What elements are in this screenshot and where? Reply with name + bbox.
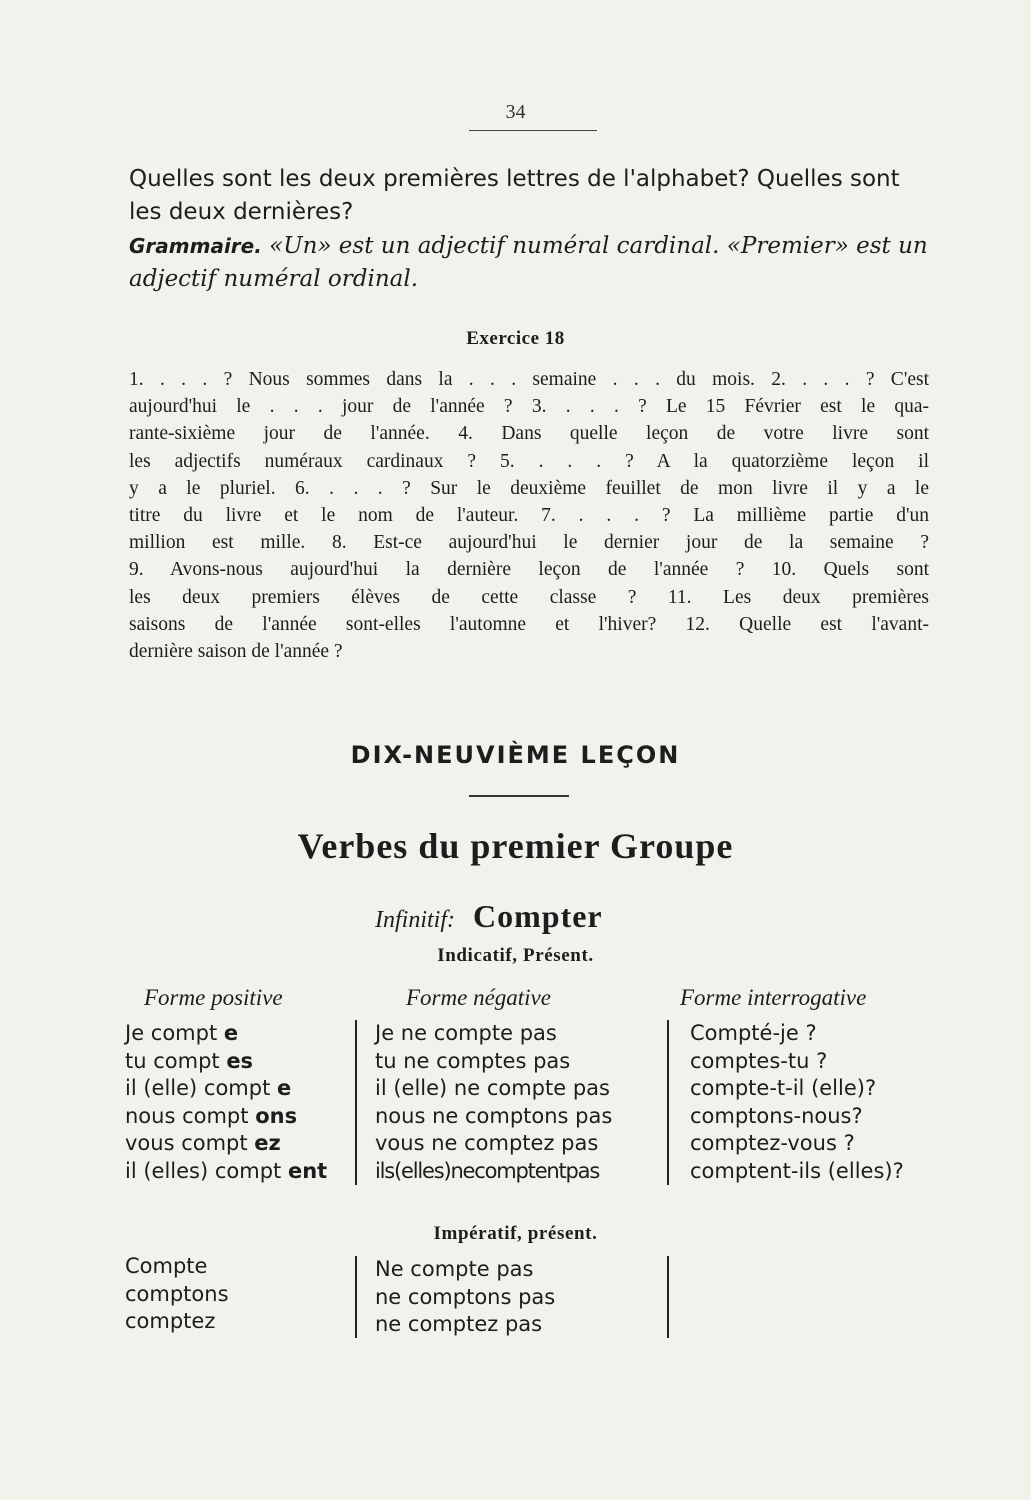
column-divider — [667, 1256, 669, 1338]
conjugation-row: comptes-tu ? — [690, 1048, 828, 1073]
exercise-line: saisons de l'année sont-elles l'automne et l'hiver? 12. Quelle est l'avant- — [129, 613, 929, 635]
lesson-title: DIX-NEUVIÈME LEÇON — [350, 741, 681, 769]
infinitive-line — [375, 898, 603, 935]
column-divider — [355, 1256, 357, 1338]
exercise-line: 1. . . . ? Nous sommes dans la . . . semaine . . . du mois. 2. . . . ? C'est — [129, 369, 929, 390]
header-interrogative: Forme interrogative — [680, 985, 867, 1010]
conjugation-row: Compté-je ? — [690, 1021, 817, 1045]
indicatif-title: Indicatif, Présent. — [437, 945, 594, 966]
grammar-text: «Un» est un adjectif numéral cardinal. «Premier» est un adjectif numéral ordinal. — [129, 233, 928, 292]
conjugation-row: tu ne comptes pas — [375, 1048, 571, 1073]
conjugation-row: Ne compte pas — [375, 1257, 534, 1281]
conjugation-row: Compte — [125, 1254, 208, 1278]
conjugation-row: il (elle) compt e — [125, 1076, 292, 1100]
infinitive-label: Infinitif: — [375, 907, 455, 933]
conjugation-row: ne comptons pas — [375, 1284, 556, 1309]
exercise-line: y a le pluriel. 6. . . . ? Sur le deuxième feuillet de mon livre il y a le — [129, 477, 929, 499]
conjugation-row: Je ne compte pas — [375, 1021, 557, 1045]
conjugation-row: Je compt e — [125, 1021, 239, 1045]
exercise-line: million est mille. 8. Est-ce aujourd'hui le dernier jour de la semaine ? — [129, 532, 929, 554]
conjugation-row: nous compt ons — [125, 1103, 298, 1128]
conjugation-row: tu compt es — [125, 1048, 254, 1073]
conjugation-row: ils(elles)necomptentpas — [375, 1158, 600, 1183]
conjugation-row: il (elle) ne compte pas — [375, 1076, 610, 1100]
page-number: 34 — [505, 101, 526, 123]
exercise-line: les deux premiers élèves de cette classe ? 11. Les deux premières — [129, 586, 929, 608]
exercise-title: Exercice 18 — [466, 328, 565, 349]
indicatif-negative-column — [375, 1020, 612, 1185]
conjugation-row: vous compt ez — [125, 1131, 281, 1155]
conjugation-row: comptez-vous ? — [690, 1131, 855, 1155]
exercise-line: rante-sixième jour de l'année. 4. Dans quelle leçon de votre livre sont — [129, 423, 929, 445]
exercise-line: 9. Avons-nous aujourd'hui la dernière leçon de l'année ? 10. Quels sont — [129, 559, 929, 581]
grammar-label: Grammaire. — [129, 234, 262, 258]
column-divider — [355, 1020, 357, 1185]
indicatif-positive-column — [125, 1020, 327, 1185]
conjugation-row: ne comptez pas — [375, 1312, 543, 1336]
exercise-line: aujourd'hui le . . . jour de l'année ? 3. . . . ? Le 15 Février est le qua- — [129, 396, 929, 418]
indicatif-interrogative-column — [690, 1020, 904, 1185]
intro-question: Quelles sont les deux premières lettres de l'alphabet? Quelles sont les deux dernières? — [129, 166, 900, 225]
exercise-line: dernière saison de l'année ? — [129, 641, 343, 663]
lesson-divider — [469, 795, 569, 797]
conjugation-row: comptons — [125, 1281, 229, 1306]
exercise-line: les adjectifs numéraux cardinaux ? 5. . . . ? A la quatorzième leçon il — [129, 450, 929, 472]
conjugation-row: comptez — [125, 1309, 216, 1333]
top-divider — [469, 130, 597, 131]
imperatif-positive-column — [125, 1253, 229, 1336]
conjugation-row: nous ne comptons pas — [375, 1103, 613, 1128]
infinitive-verb: Compter — [473, 898, 603, 934]
imperatif-title: Impératif, présent. — [433, 1223, 598, 1244]
conjugation-row: il (elles) compt ent — [125, 1158, 328, 1183]
conjugation-row: comptons-nous? — [690, 1103, 863, 1128]
conjugation-row: compte-t-il (elle)? — [690, 1076, 877, 1100]
exercise-line: titre du livre et le nom de l'auteur. 7. . . . ? La millième partie d'un — [129, 505, 929, 527]
conjugation-row: comptent-ils (elles)? — [690, 1158, 904, 1183]
header-positive: Forme positive — [144, 985, 283, 1010]
grammar-note — [129, 230, 929, 296]
header-negative: Forme négative — [406, 985, 551, 1010]
conjugation-row: vous ne comptez pas — [375, 1131, 599, 1155]
column-divider — [667, 1020, 669, 1185]
exercise-body — [129, 366, 929, 665]
imperatif-negative-column — [375, 1256, 555, 1339]
section-title: Verbes du premier Groupe — [297, 826, 734, 866]
